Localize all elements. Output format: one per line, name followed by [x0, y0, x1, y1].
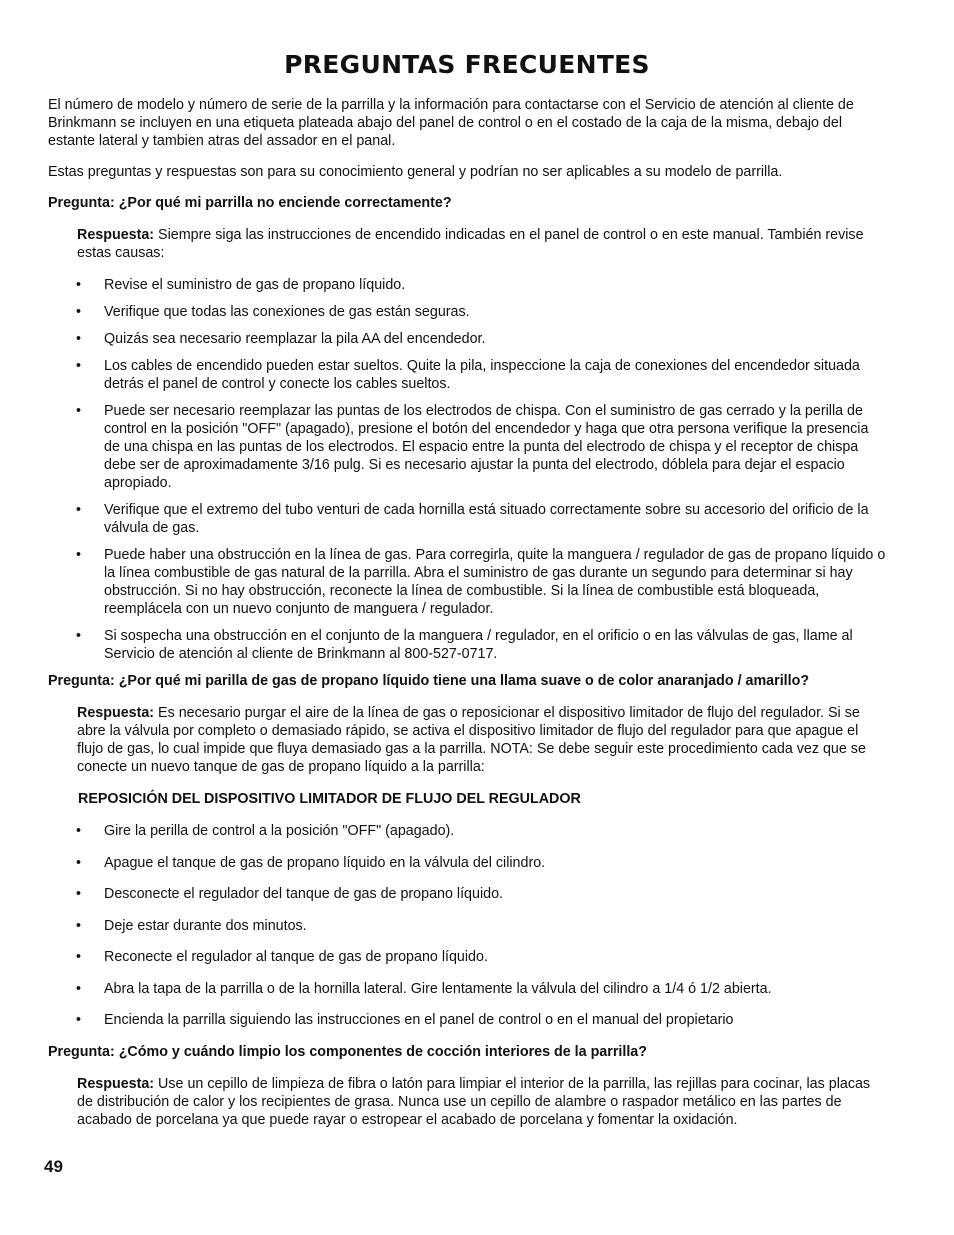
- answer-text: Es necesario purgar el aire de la línea de gas o reposicionar el dispositivo limitador de flujo del regulador. Si se abre la válvula por completo o demasiado rápido, se activa el dispositivo limitador de flujo del regulador para que apague el flujo de gas, lo cual impide que fluya demasiado gas a la parrilla. NOTA: Se debe seguir este procedimiento cada vez que se conecte un nuevo tanque de gas de propano líquido a la parrilla:: [77, 705, 866, 775]
- bullet-icon: •: [76, 949, 82, 965]
- bullet-icon: •: [76, 331, 82, 347]
- bullet-icon: •: [76, 917, 82, 934]
- list-item: • Reconecte el regulador al tanque de gas de propano líquido.: [76, 949, 488, 965]
- list-item: • Puede ser necesario reemplazar las puntas de los electrodos de chispa. Con el suministro de gas cerrado y la perilla de control en la posición "OFF" (apagado), presione el botón del encendedor y haga que otra persona verifique la presencia de una chispa en las puntas de los electrodos. El espacio entre la punta del electrodo de chispa y el receptor de chispa debe ser de aproximadamente 3/16 pulg. Si es necesario ajustar la punta del electrodo, dóblela para dejar el espacio apropiado.: [76, 403, 869, 491]
- list-item: • Desconecte el regulador del tanque de gas de propano líquido.: [76, 886, 504, 902]
- question-1: Pregunta: ¿Por qué mi parrilla no enciende correctamente?: [48, 195, 452, 211]
- bullet-icon: •: [76, 823, 82, 839]
- bullet-icon: •: [76, 277, 82, 293]
- answer-3: [77, 1075, 886, 1129]
- bullet-icon: •: [76, 980, 82, 997]
- answer-1: [77, 226, 886, 262]
- answer-label: Respuesta:: [77, 1075, 155, 1092]
- bullet-icon: •: [76, 1012, 82, 1028]
- list-item: • Deje estar durante dos minutos.: [76, 917, 307, 934]
- answer-text: Siempre siga las instrucciones de encendido indicadas en el panel de control o en este manual. También revise estas causas:: [77, 227, 864, 261]
- list-item: • Gire la perilla de control a la posición "OFF" (apagado).: [76, 823, 455, 839]
- answer-label: Respuesta:: [77, 227, 155, 243]
- page-number: 49: [44, 1157, 63, 1176]
- list-item: • Verifique que todas las conexiones de gas están seguras.: [76, 304, 470, 320]
- bullet-icon: •: [76, 547, 82, 563]
- list-item: • Si sospecha una obstrucción en el conjunto de la manguera / regulador, en el orificio o en las válvulas de gas, llame al Servicio de atención al cliente de Brinkmann al 800-527-0717.: [76, 628, 853, 662]
- answer-label: Respuesta:: [77, 705, 155, 721]
- intro-paragraph-2: Estas preguntas y respuestas son para su conocimiento general y podrían no ser aplicables a su modelo de parrilla.: [48, 164, 783, 180]
- list-item: • Revise el suministro de gas de propano líquido.: [76, 277, 406, 293]
- list-item: • Apague el tanque de gas de propano líquido en la válvula del cilindro.: [76, 854, 546, 871]
- list-item: • Encienda la parrilla siguiendo las instrucciones en el panel de control o en el manual del propietario: [76, 1012, 734, 1028]
- bullet-icon: •: [76, 628, 82, 644]
- answer-1-bullet-list: [76, 276, 886, 663]
- procedure-bullet-list: [76, 822, 886, 1029]
- list-item: • Puede haber una obstrucción en la línea de gas. Para corregirla, quite la manguera / regulador de gas de propano líquido o la línea combustible de gas natural de la parrilla. Abra el suministro de gas durante un segundo para determinar si hay obstrucción. Si no hay obstrucción, reconecte la línea de combustible. Si la línea de combustible está bloqueada, reemplácela con un nuevo conjunto de manguera / regulador.: [76, 547, 886, 617]
- question-3: Pregunta: ¿Cómo y cuándo limpio los componentes de cocción interiores de la parrilla?: [48, 1043, 647, 1060]
- bullet-icon: •: [76, 403, 82, 419]
- page-content: [48, 50, 886, 1143]
- bullet-icon: •: [76, 502, 82, 518]
- bullet-icon: •: [76, 304, 82, 320]
- list-item: • Quizás sea necesario reemplazar la pila AA del encendedor.: [76, 331, 486, 347]
- page-title: PREGUNTAS FRECUENTES: [284, 50, 650, 79]
- bullet-icon: •: [76, 358, 82, 374]
- list-item: • Verifique que el extremo del tubo venturi de cada hornilla está situado correctamente sobre su accesorio del orificio de la válvula de gas.: [76, 502, 869, 536]
- bullet-icon: •: [76, 854, 82, 871]
- list-item: • Los cables de encendido pueden estar sueltos. Quite la pila, inspeccione la caja de conexiones del encendedor situada detrás el panel de control y conecte los cables sueltos.: [76, 358, 860, 392]
- answer-text: Use un cepillo de limpieza de fibra o latón para limpiar el interior de la parrilla, las rejillas para cocinar, las placas de distribución de calor y los recipientes de grasa. Nunca use un cepillo de alambre o raspador metálico en las partes de acabado de porcelana ya que puede rayar o estropear el acabado de porcelana y fomentar la oxidación.: [77, 1075, 871, 1128]
- intro-paragraph-1: El número de modelo y número de serie de la parrilla y la información para contactarse con el Servicio de atención al cliente de Brinkmann se incluyen en una etiqueta plateada abajo del panel de control o en el costado de la caja de la misma, debajo del estante lateral y tambien atras del assador en el panal.: [48, 97, 854, 149]
- list-item: • Abra la tapa de la parrilla o de la hornilla lateral. Gire lentamente la válvula del cilindro a 1/4 ó 1/2 abierta.: [76, 980, 772, 997]
- procedure-heading: REPOSICIÓN DEL DISPOSITIVO LIMITADOR DE FLUJO DEL REGULADOR: [78, 791, 581, 807]
- answer-2: [77, 704, 886, 776]
- bullet-icon: •: [76, 886, 82, 902]
- question-2: Pregunta: ¿Por qué mi parilla de gas de propano líquido tiene una llama suave o de color anaranjado / amarillo?: [48, 673, 810, 689]
